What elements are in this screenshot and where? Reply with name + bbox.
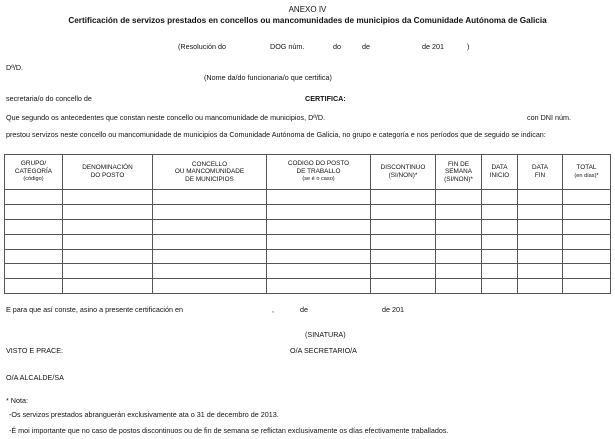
table-cell xyxy=(482,279,518,294)
table-cell xyxy=(518,249,563,264)
table-cell xyxy=(371,190,436,205)
table-row xyxy=(5,279,611,294)
table-cell xyxy=(518,264,563,279)
table-cell xyxy=(153,219,267,234)
table-cell xyxy=(5,249,63,264)
table-cell xyxy=(563,234,611,249)
dog-label: DOG núm. xyxy=(270,42,305,51)
table-cell xyxy=(63,190,153,205)
table-cell xyxy=(371,279,436,294)
table-cell xyxy=(563,264,611,279)
table-cell xyxy=(153,204,267,219)
signature-label: (SINATURA) xyxy=(305,330,346,339)
column-header-codigo: CODIGO DO POSTO DE TRABALLO (se é o caso) xyxy=(267,155,371,190)
body-line-1: Que segundo os antecedentes que constan neste concello ou mancomunidade de municipios, Dª/D. xyxy=(6,113,326,122)
table-cell xyxy=(518,190,563,205)
visto-prace-label: VISTO E PRACE: xyxy=(6,346,63,355)
table-header-row xyxy=(5,155,611,190)
table-cell xyxy=(482,190,518,205)
table-cell xyxy=(518,204,563,219)
alcalde-label: O/A ALCALDE/SA xyxy=(6,373,64,382)
table-cell xyxy=(482,264,518,279)
closing-comma: , xyxy=(272,305,274,314)
table-cell xyxy=(267,279,371,294)
table-cell xyxy=(482,234,518,249)
table-cell xyxy=(371,204,436,219)
table-cell xyxy=(436,279,482,294)
table-cell xyxy=(436,190,482,205)
resolution-do: do xyxy=(333,42,341,51)
table-cell xyxy=(482,219,518,234)
table-cell xyxy=(153,264,267,279)
table-cell xyxy=(5,279,63,294)
column-header-discontinuo: DISCONTINUO (SI/NON)* xyxy=(371,155,436,190)
table-cell xyxy=(153,279,267,294)
table-cell xyxy=(153,190,267,205)
services-table xyxy=(4,154,611,294)
table-cell xyxy=(5,264,63,279)
table-cell xyxy=(436,219,482,234)
table-cell xyxy=(436,234,482,249)
table-row xyxy=(5,264,611,279)
table-cell xyxy=(5,219,63,234)
table-cell xyxy=(436,264,482,279)
official-caption: (Nome da/do funcionaria/o que certifica) xyxy=(204,73,332,82)
column-header-fin-semana: FIN DE SEMANA (SI/NON)* xyxy=(436,155,482,190)
table-cell xyxy=(518,219,563,234)
table-cell xyxy=(371,219,436,234)
dni-label: con DNI núm. xyxy=(527,113,571,122)
table-row xyxy=(5,219,611,234)
table-cell xyxy=(563,190,611,205)
table-cell xyxy=(371,264,436,279)
table-cell xyxy=(563,219,611,234)
table-cell xyxy=(153,249,267,264)
table-cell xyxy=(267,234,371,249)
table-row xyxy=(5,204,611,219)
note-1: -Os servizos prestados abranguerán exclusivamente ata o 31 de decembro de 2013. xyxy=(9,410,279,419)
table-cell xyxy=(518,234,563,249)
note-2: -É moi importante que no caso de postos discontinuos ou de fin de semana se reflictan exclusivamente os días efectivamente traballados. xyxy=(9,426,449,435)
table-cell xyxy=(563,249,611,264)
table-row xyxy=(5,249,611,264)
table-row xyxy=(5,190,611,205)
notes-title: * Nota: xyxy=(6,396,28,405)
table-cell xyxy=(436,249,482,264)
table-cell xyxy=(153,234,267,249)
table-cell xyxy=(267,204,371,219)
table-cell xyxy=(63,279,153,294)
column-header-data-fin: DATA FIN xyxy=(518,155,563,190)
table-cell xyxy=(5,190,63,205)
table-cell xyxy=(63,249,153,264)
official-label: Dª/D. xyxy=(6,63,24,72)
secretario-label: O/A SECRETARIO/A xyxy=(290,346,357,355)
column-header-data-inicio: DATA INICIO xyxy=(482,155,518,190)
annex-label: ANEXO IV xyxy=(288,5,327,14)
closing-text: E para que así conste, asino a presente certificación en xyxy=(6,305,183,314)
table-cell xyxy=(5,204,63,219)
table-cell xyxy=(371,249,436,264)
table-cell xyxy=(63,234,153,249)
column-header-denominacion: DENOMINACIÓN DO POSTO xyxy=(63,155,153,190)
table-cell xyxy=(563,279,611,294)
column-header-total: TOTAL (en días)* xyxy=(563,155,611,190)
body-line-2: prestou servizos neste concello ou mancomunidade de municipios da Comunidade Autónoma de Galicia, no grupo e categoría e nos períodos que de seguido se indican: xyxy=(6,130,546,139)
resolution-de: de xyxy=(362,42,370,51)
resolution-label: (Resolución do xyxy=(178,42,226,51)
table-cell xyxy=(482,204,518,219)
table-row xyxy=(5,234,611,249)
table-cell xyxy=(518,279,563,294)
table-cell xyxy=(267,264,371,279)
table-cell xyxy=(63,204,153,219)
table-cell xyxy=(63,219,153,234)
table-cell xyxy=(371,234,436,249)
closing-year: de 201 xyxy=(382,305,404,314)
table-cell xyxy=(436,204,482,219)
table-cell xyxy=(5,234,63,249)
document-title: Certificación de servizos prestados en concellos ou mancomunidades de municipios da Comunidade Autónoma de Galicia xyxy=(68,16,547,25)
resolution-year: de 201 xyxy=(422,42,444,51)
column-header-grupo: GRUPO/ CATEGORÍA (código) xyxy=(5,155,63,190)
closing-de: de xyxy=(300,305,308,314)
secretary-label: secretaria/o do concello de xyxy=(6,94,92,103)
table-cell xyxy=(267,190,371,205)
table-cell xyxy=(563,204,611,219)
column-header-concello: CONCELLO OU MANCOMUNIDADE DE MUNICIPIOS xyxy=(153,155,267,190)
table-cell xyxy=(267,219,371,234)
certifica-label: CERTIFICA: xyxy=(305,94,346,103)
table-cell xyxy=(63,264,153,279)
table-cell xyxy=(267,249,371,264)
table-cell xyxy=(482,249,518,264)
resolution-close: ) xyxy=(467,42,470,51)
